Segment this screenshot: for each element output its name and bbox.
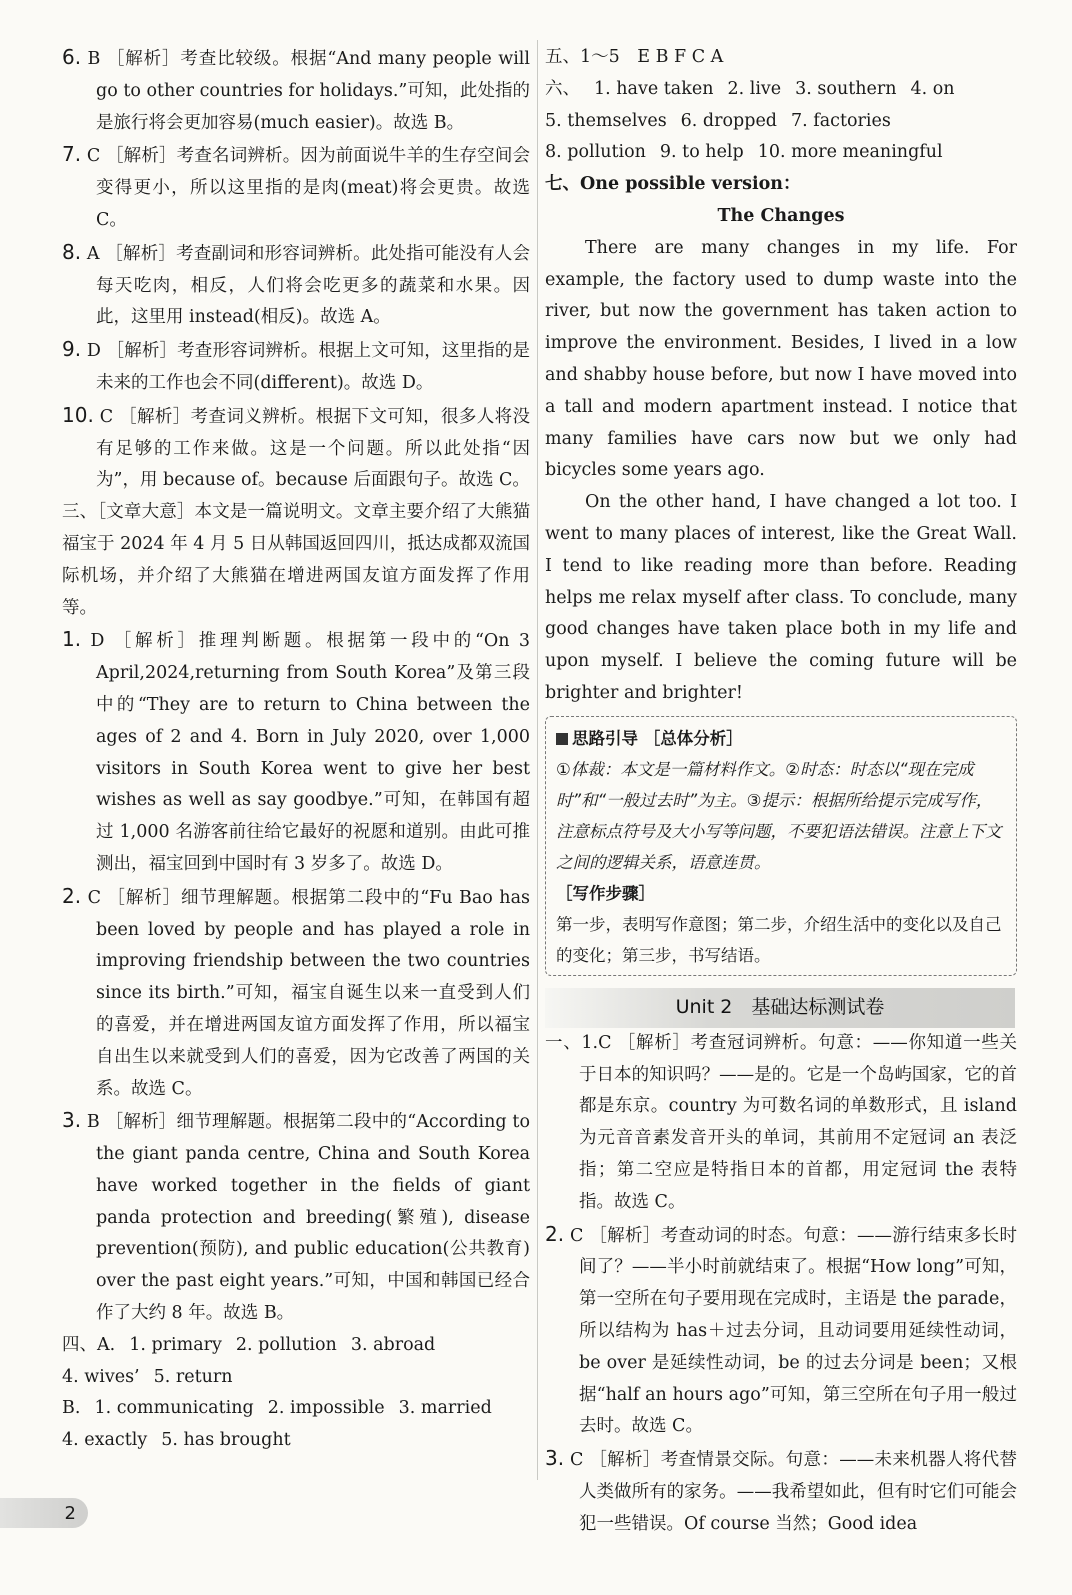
section-6-row2: 5. themselves 6. dropped 7. factories [545,110,891,131]
unit2-q3: 3. C ［解析］考查情景交际。句意：——未来机器人将代替人类做所有的家务。——我希望如此，但有时它们可能会犯一些错误。Of course 当然；Good idea [545,1446,1017,1534]
section-5-answers: 五、1～5 E B F C A [545,47,724,67]
essay-paragraph-2: On the other hand, I have changed a lot too. I went to many places of interest, like the Great Wall. I tend to like reading more than before. Reading helps me relax myself after class. To conclude, many good changes have taken place both in my life and upon myself. I believe the coming future will be brighter and brighter! [545,492,1017,703]
section-6-row1: 六、 1. have taken 2. live 3. southern 4. on [545,78,955,99]
section-3-q1: 1. D ［解析］推理判断题。根据第一段中的“On 3 April,2024,returning from South Korea”及第三段中的“They are to return to China between the ages of 2 and 4. Born in July 2020, over 1,000 visitors in South Korea went to give her best wishes as well as say goodbye.”可知，在韩国有超过 1,000 名游客前往给它最好的祝愿和道别。由此可推测出，福宝回到中国时有 3 岁多了。故选 D。 [62,627,530,874]
unit2-q2: 2. C ［解析］考查动词的时态。句意：——游行结束多长时间了？——半小时前就结束了。根据“How long”可知，第一空所在句子要用现在完成时，主语是 the parade，所以结构为 has＋过去分词，且动词要用延续性动词，be over 是延续性动词，be 的过去分词是 been；又根据“half an hours ago”可知，第三空所在句子用一般过去时。故选 C。 [545,1221,1017,1437]
section-4-a-row2: 4. wives’ 5. return [62,1366,233,1387]
answer-q10: 10. C ［解析］考查词义辨析。根据下文可知，很多人将没有足够的工作来做。这是一个问题。所以此处指“因为”，用 because of。because 后面跟句子。故选 C。 [62,402,530,491]
section-3-q3: 3. B ［解析］细节理解题。根据第二段中的“According to the giant panda centre, China and South Korea have worked together in the fields of giant panda protection and breeding(繁殖), disease prevention(预防), and public education(公共教育) over the past eight years.”可知，中国和韩国已经合作了大约 8 年。故选 B。 [62,1108,530,1324]
essay-paragraph-1: There are many changes in my life. For example, the factory used to dump waste into the river, but now the government has taken action to improve the environment. Besides, I lived in a low and shabby house before, but now I have moved into a tall and modern apartment instead. I notice that many families have cars now but we only had bicycles some years ago. [545,237,1017,481]
tip-header: 思路引导 ［总体分析］ [556,723,1006,754]
section-4-b-row2: 4. exactly 5. has brought [62,1430,291,1451]
square-bullet-icon [556,733,568,745]
answer-q7: 7. C ［解析］考查名词辨析。因为前面说牛羊的生存空间会变得更小，所以这里指的是肉(meat)将会更贵。故选 C。 [62,142,530,230]
right-column [545,42,1017,1540]
essay-title: The Changes [717,205,845,226]
answer-q6: 6. B ［解析］考查比较级。根据“And many people will go to other countries for holidays.”可知，此处指的是旅行将会更加容易(much easier)。故选 B。 [62,45,530,133]
unit2-q1: 一、1.C ［解析］考查冠词辨析。句意：——你知道一些关于日本的知识吗？——是的。它是一个岛屿国家，它的首都是东京。country 为可数名词的单数形式，且 island 为元音音素发音开头的单词，其前用不定冠词 an 表泛指；第二空应是特指日本的首都，用定冠词 the 表特指。故选 C。 [545,1032,1017,1212]
answer-q9: 9. D ［解析］考查形容词辨析。根据上文可知，这里指的是未来的工作也会不同(different)。故选 D。 [62,337,530,393]
section-7-label: 七、One possible version： [545,174,801,195]
page-number: 2 [0,1498,88,1528]
writing-tip-box [545,716,1017,976]
section-6-row3: 8. pollution 9. to help 10. more meaningful [545,142,943,163]
column-divider [537,40,538,1480]
answer-q8: 8. A ［解析］考查副词和形容词辨析。此处指可能没有人会每天吃肉，相反，人们将会吃更多的蔬菜和水果。因此，这里用 instead(相反)。故选 A。 [62,239,530,328]
section-3-summary: 三、［文章大意］本文是一篇说明文。文章主要介绍了大熊猫福宝于 2024 年 4 月 5 日从韩国返回四川，抵达成都双流国际机场，并介绍了大熊猫在增进两国友谊方面发挥了作用等。 [62,502,530,618]
steps-header: ［写作步骤］ [556,883,655,903]
section-4-a-row1: 四、A. 1. primary 2. pollution 3. abroad [62,1334,436,1355]
section-4-b-row1: B. 1. communicating 2. impossible 3. married [62,1398,492,1419]
section-3-q2: 2. C ［解析］细节理解题。根据第二段中的“Fu Bao has been loved by people and has played a role in improving friendship between the two countries since its birth.”可知，福宝自诞生以来一直受到人们的喜爱，并在增进两国友谊方面发挥了作用，所以福宝自出生以来就受到人们的喜爱，因为它改善了两国的关系。故选 C。 [62,883,530,1099]
left-column [62,42,530,1457]
steps-body: 第一步，表明写作意图；第二步，介绍生活中的变化以及自己的变化；第三步，书写结语。 [556,914,1002,965]
unit-2-heading: Unit 2 基础达标测试卷 [545,988,1015,1028]
tip-body: ①体裁：本文是一篇材料作文。②时态：时态以“现在完成时”和“一般过去时”为主。③提示：根据所给提示完成写作，注意标点符号及大小写等问题，不要犯语法错误。注意上下文之间的逻辑关系，语意连贯。 [556,759,1002,872]
